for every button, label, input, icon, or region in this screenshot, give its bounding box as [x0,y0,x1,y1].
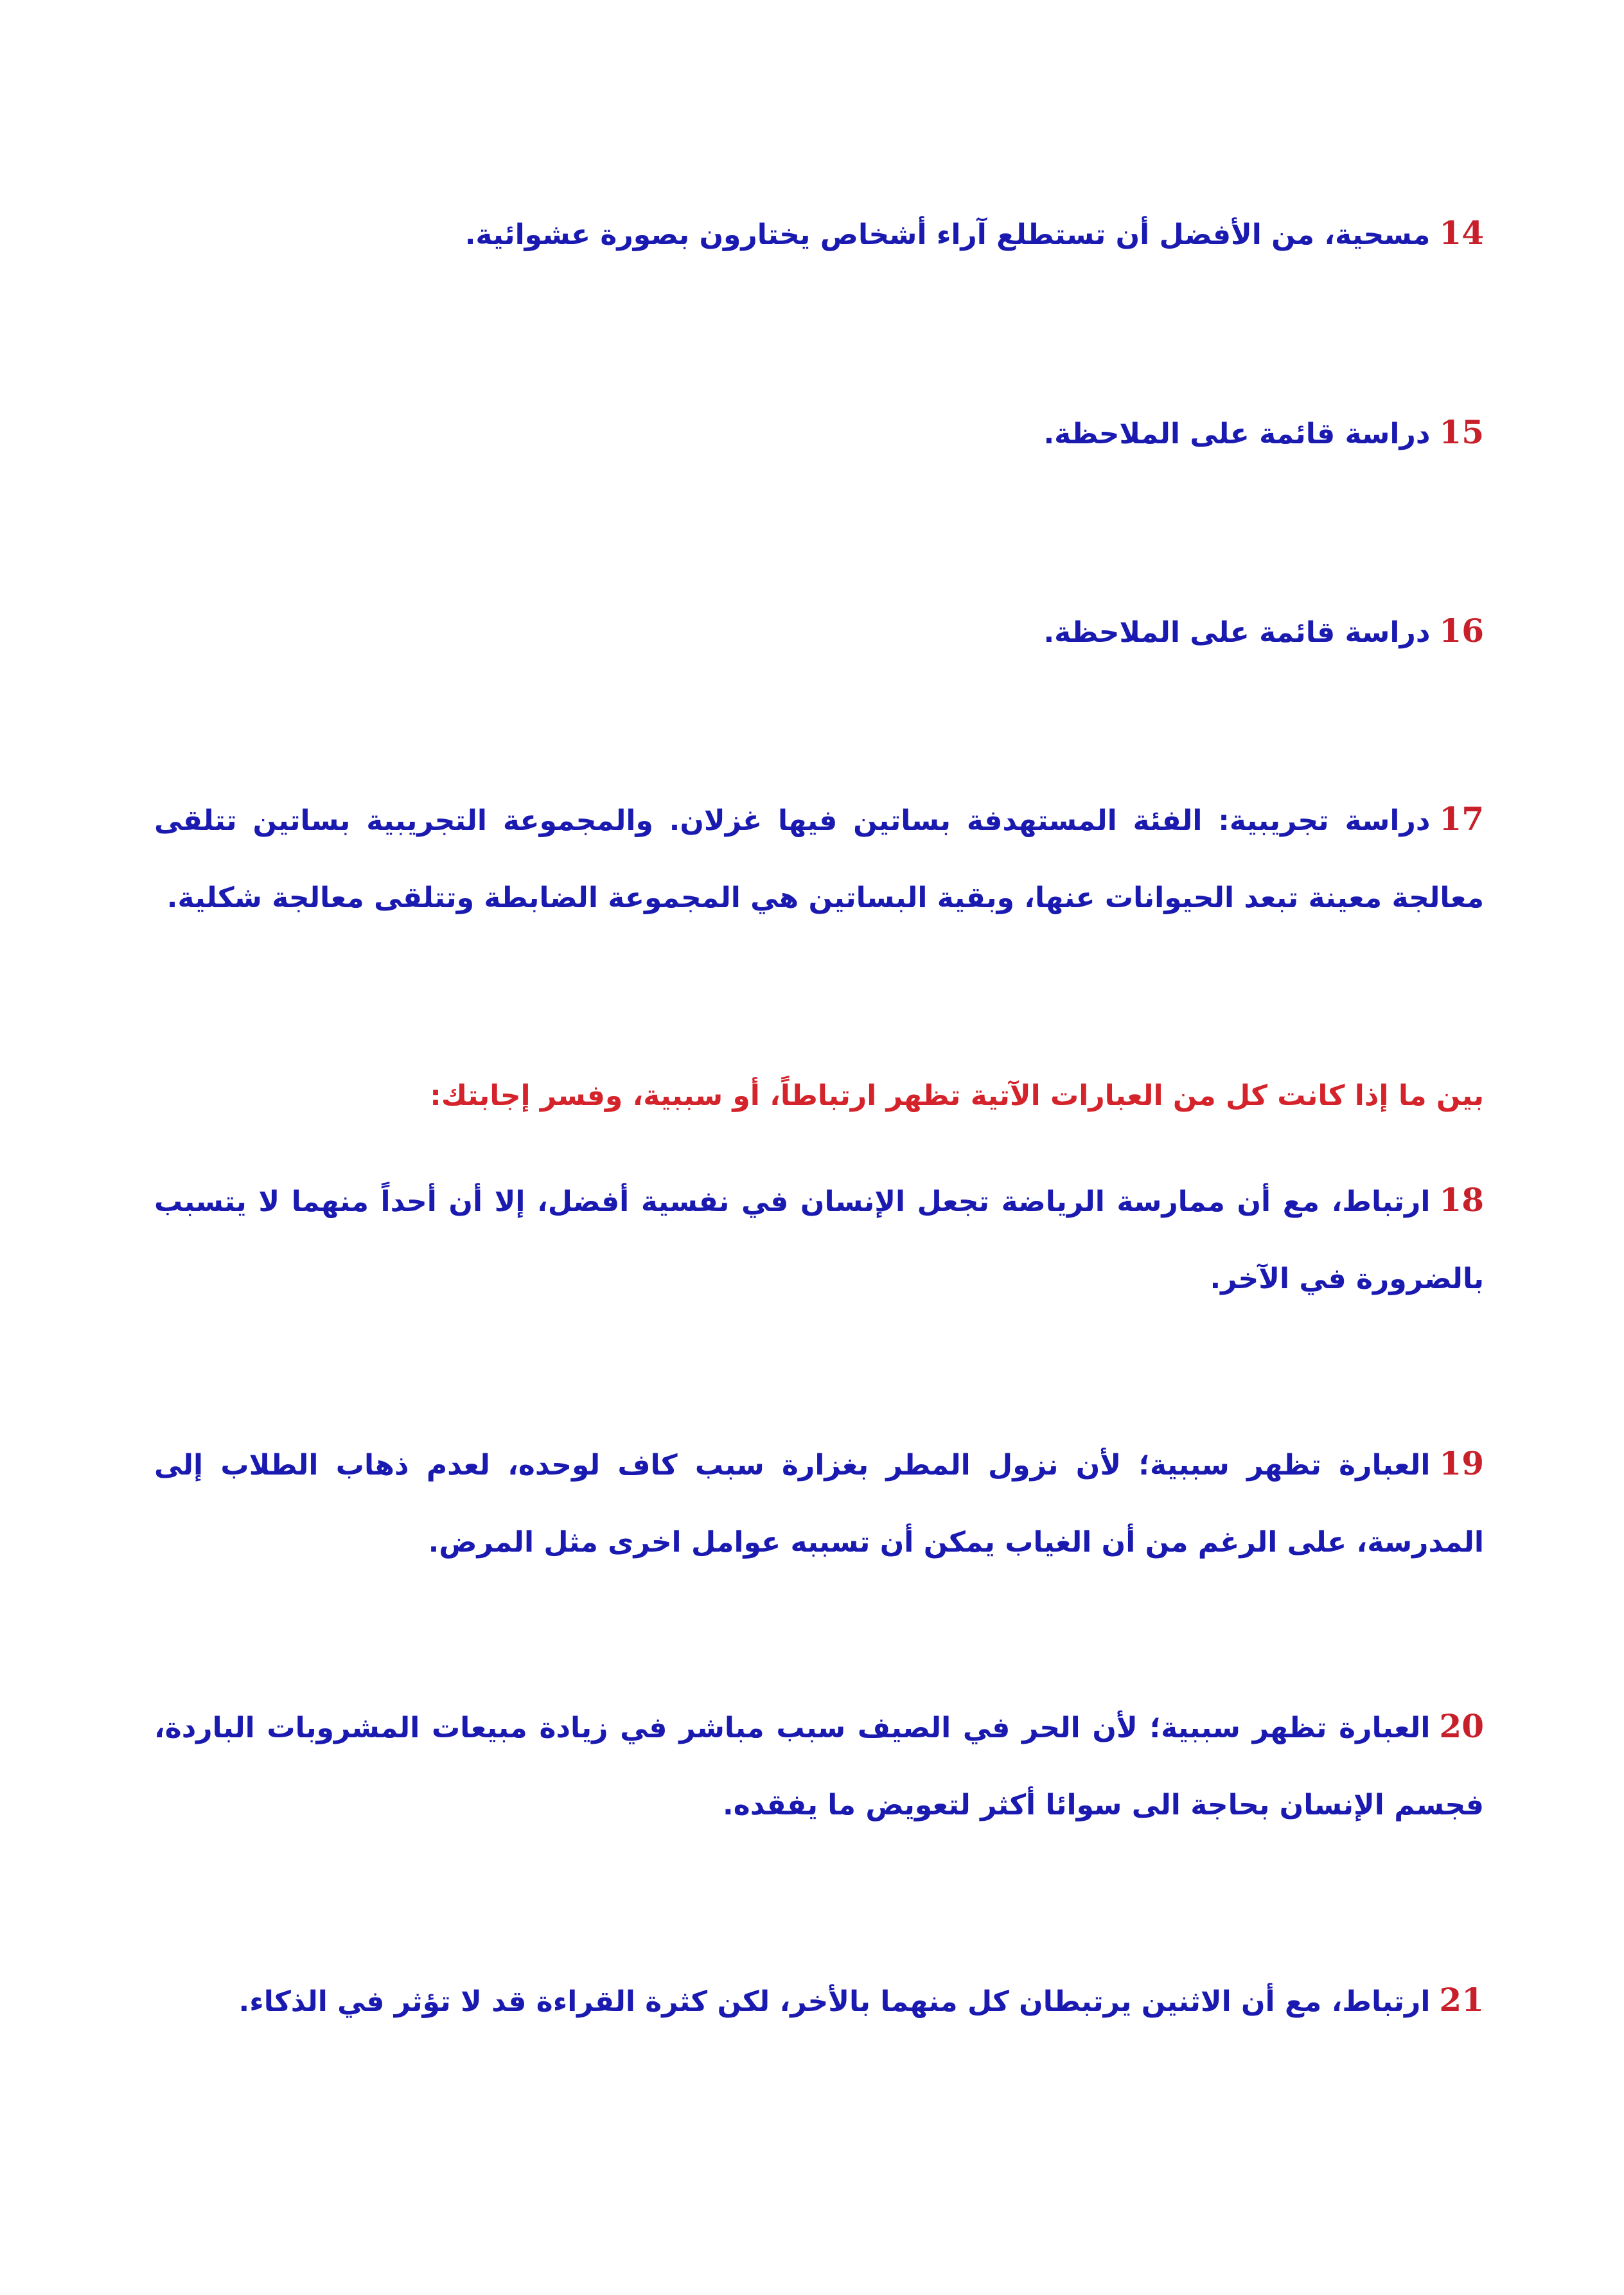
answer-text: ارتباط، مع أن الاثنين يرتبطان كل منهما بالأخر، لكن كثرة القراءة قد لا تؤثر في الذكاء. [238,1985,1431,2018]
answer-16 [154,592,1484,671]
answer-15 [154,394,1484,473]
answer-18 [154,1162,1484,1318]
answer-number: 18 [1439,1181,1484,1219]
answer-19 [154,1425,1484,1581]
answer-number: 16 [1439,612,1484,650]
answer-number: 19 [1439,1444,1484,1482]
answer-number: 15 [1439,413,1484,451]
answer-14 [154,195,1484,274]
answer-number: 17 [1439,800,1484,838]
answer-number: 21 [1439,1981,1484,2019]
answer-20 [154,1688,1484,1844]
instruction-heading: بين ما إذا كانت كل من العبارات الآتية تظهر ارتباطاً، أو سببية، وفسر إجابتك: [430,1079,1484,1112]
answer-text: ارتباط، مع أن ممارسة الرياضة تجعل الإنسان في نفسية أفضل، إلا أن أحداً منهما لا يتسبب بالضرورة في الآخر. [154,1185,1484,1295]
answer-text: دراسة تجريبية: الفئة المستهدفة بساتين فيها غزلان. والمجموعة التجريبية بساتين تتلقى معالجة معينة تبعد الحيوانات عنها، وبقية البساتين هي المجموعة الضابطة وتتلقى معالجة شكلية. [154,804,1484,914]
answer-text: العبارة تظهر سببية؛ لأن الحر في الصيف سبب مباشر في زيادة مبيعات المشروبات الباردة، فجسم الإنسان بحاجة الى سوائا أكثر لتعويض ما يفقده. [154,1712,1484,1821]
answer-number: 14 [1439,214,1484,252]
answer-text: دراسة قائمة على الملاحظة. [1043,616,1431,649]
answer-21 [154,1962,1484,2041]
answer-number: 20 [1439,1707,1484,1745]
answer-text: مسحية، من الأفضل أن تستطلع آراء أشخاص يختارون بصورة عشوائية. [464,218,1431,251]
answer-17 [154,781,1484,937]
answer-text: دراسة قائمة على الملاحظة. [1043,418,1431,450]
answer-text: العبارة تظهر سببية؛ لأن نزول المطر بغزارة سبب كاف لوحده، لعدم ذهاب الطلاب إلى المدرسة، على الرغم من أن الغياب يمكن أن تسببه عوامل اخرى مثل المرض. [154,1449,1484,1559]
